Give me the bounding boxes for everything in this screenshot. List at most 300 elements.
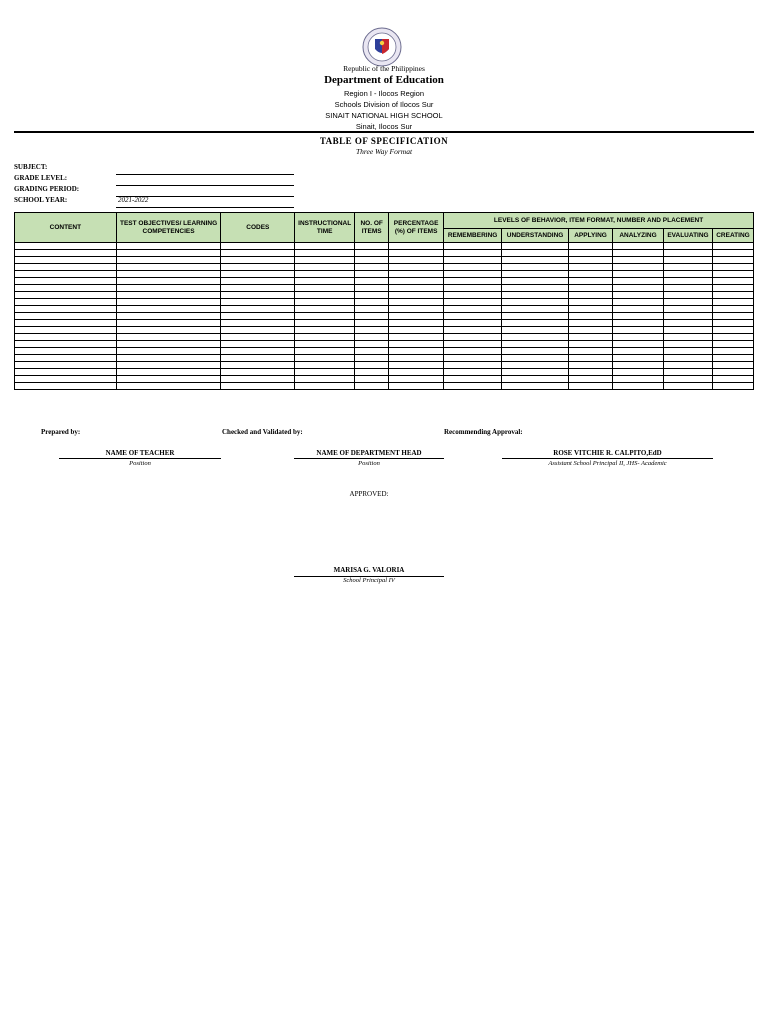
table-cell[interactable] <box>502 376 569 383</box>
table-cell[interactable] <box>663 250 712 257</box>
table-cell[interactable] <box>444 250 502 257</box>
table-cell[interactable] <box>569 313 613 320</box>
region-text: Region I - Ilocos Region <box>343 89 425 98</box>
table-cell[interactable] <box>295 376 355 383</box>
table-cell[interactable] <box>355 376 389 383</box>
table-cell[interactable] <box>502 341 569 348</box>
table-cell[interactable] <box>444 362 502 369</box>
table-cell[interactable] <box>712 341 753 348</box>
table-row <box>15 313 754 320</box>
table-cell[interactable] <box>355 362 389 369</box>
table-cell[interactable] <box>502 285 569 292</box>
table-cell[interactable] <box>712 362 753 369</box>
table-cell[interactable] <box>613 348 664 355</box>
table-cell[interactable] <box>712 355 753 362</box>
table-row <box>15 383 754 390</box>
table-cell[interactable] <box>712 334 753 341</box>
table-cell[interactable] <box>663 313 712 320</box>
table-cell[interactable] <box>502 264 569 271</box>
specification-table <box>14 212 754 390</box>
table-row <box>15 341 754 348</box>
table-cell[interactable] <box>502 334 569 341</box>
table-cell[interactable] <box>221 271 295 278</box>
table-cell[interactable] <box>569 264 613 271</box>
table-cell[interactable] <box>221 243 295 250</box>
table-cell[interactable] <box>613 257 664 264</box>
table-cell[interactable] <box>444 348 502 355</box>
grade-field[interactable] <box>116 185 294 186</box>
col-percentage: PERCENTAGE (%) OF ITEMS <box>389 213 444 243</box>
table-row <box>15 376 754 383</box>
table-row <box>15 278 754 285</box>
table-cell[interactable] <box>221 383 295 390</box>
table-cell[interactable] <box>116 257 221 264</box>
table-cell[interactable] <box>444 355 502 362</box>
table-cell[interactable] <box>221 250 295 257</box>
col-creating: CREATING <box>712 229 753 243</box>
table-cell[interactable] <box>569 250 613 257</box>
table-cell[interactable] <box>355 278 389 285</box>
table-cell[interactable] <box>221 292 295 299</box>
table-cell[interactable] <box>712 257 753 264</box>
table-cell[interactable] <box>444 320 502 327</box>
table-cell[interactable] <box>116 250 221 257</box>
table-cell[interactable] <box>569 306 613 313</box>
approved-label: APPROVED: <box>349 490 389 498</box>
table-cell[interactable] <box>569 257 613 264</box>
table-cell[interactable] <box>221 264 295 271</box>
table-row <box>15 292 754 299</box>
table-cell[interactable] <box>502 243 569 250</box>
table-cell[interactable] <box>355 348 389 355</box>
table-cell[interactable] <box>389 292 444 299</box>
table-cell[interactable] <box>15 292 117 299</box>
table-cell[interactable] <box>15 369 117 376</box>
table-cell[interactable] <box>502 362 569 369</box>
table-cell[interactable] <box>116 348 221 355</box>
table-cell[interactable] <box>613 320 664 327</box>
table-cell[interactable] <box>116 299 221 306</box>
table-cell[interactable] <box>389 369 444 376</box>
table-cell[interactable] <box>355 264 389 271</box>
table-cell[interactable] <box>613 299 664 306</box>
table-cell[interactable] <box>221 313 295 320</box>
republic-text: Republic of the Philippines <box>343 64 425 73</box>
table-cell[interactable] <box>712 264 753 271</box>
table-cell[interactable] <box>389 250 444 257</box>
table-cell[interactable] <box>613 285 664 292</box>
table-cell[interactable] <box>15 257 117 264</box>
table-cell[interactable] <box>116 313 221 320</box>
table-cell[interactable] <box>569 243 613 250</box>
table-cell[interactable] <box>295 327 355 334</box>
table-cell[interactable] <box>355 369 389 376</box>
table-cell[interactable] <box>355 320 389 327</box>
table-cell[interactable] <box>355 306 389 313</box>
levels-group-header: LEVELS OF BEHAVIOR, ITEM FORMAT, NUMBER AND PLACEMENT <box>444 213 754 229</box>
table-cell[interactable] <box>444 299 502 306</box>
table-cell[interactable] <box>15 355 117 362</box>
table-cell[interactable] <box>355 292 389 299</box>
table-cell[interactable] <box>712 376 753 383</box>
table-cell[interactable] <box>389 271 444 278</box>
table-cell[interactable] <box>116 362 221 369</box>
table-cell[interactable] <box>444 243 502 250</box>
table-cell[interactable] <box>116 285 221 292</box>
table-cell[interactable] <box>569 271 613 278</box>
table-cell[interactable] <box>613 292 664 299</box>
table-cell[interactable] <box>502 313 569 320</box>
table-cell[interactable] <box>295 362 355 369</box>
table-cell[interactable] <box>663 369 712 376</box>
table-cell[interactable] <box>569 327 613 334</box>
table-cell[interactable] <box>613 362 664 369</box>
table-row <box>15 264 754 271</box>
table-row <box>15 271 754 278</box>
col-content: CONTENT <box>15 213 117 243</box>
table-cell[interactable] <box>663 362 712 369</box>
table-cell[interactable] <box>502 278 569 285</box>
table-cell[interactable] <box>613 376 664 383</box>
table-cell[interactable] <box>663 264 712 271</box>
school-name: SINAIT NATIONAL HIGH SCHOOL <box>325 111 443 120</box>
col-applying: APPLYING <box>569 229 613 243</box>
subject-field[interactable] <box>116 174 294 175</box>
table-cell[interactable] <box>221 299 295 306</box>
table-cell[interactable] <box>389 264 444 271</box>
col-objectives: TEST OBJECTIVES/ LEARNING COMPETENCIES <box>116 213 221 243</box>
table-cell[interactable] <box>502 257 569 264</box>
table-cell[interactable] <box>569 362 613 369</box>
table-cell[interactable] <box>569 285 613 292</box>
table-cell[interactable] <box>389 362 444 369</box>
table-cell[interactable] <box>15 313 117 320</box>
table-cell[interactable] <box>116 278 221 285</box>
table-cell[interactable] <box>663 257 712 264</box>
table-cell[interactable] <box>389 327 444 334</box>
table-cell[interactable] <box>613 383 664 390</box>
table-cell[interactable] <box>663 299 712 306</box>
grading-label: GRADING PERIOD: <box>14 185 80 193</box>
table-cell[interactable] <box>389 355 444 362</box>
table-cell[interactable] <box>712 369 753 376</box>
col-instructional-time: INSTRUCTIONAL TIME <box>295 213 355 243</box>
table-cell[interactable] <box>569 278 613 285</box>
table-cell[interactable] <box>355 313 389 320</box>
table-cell[interactable] <box>502 369 569 376</box>
table-cell[interactable] <box>116 327 221 334</box>
table-cell[interactable] <box>444 285 502 292</box>
table-cell[interactable] <box>712 271 753 278</box>
table-cell[interactable] <box>389 348 444 355</box>
table-cell[interactable] <box>502 250 569 257</box>
grade-label: GRADE LEVEL: <box>14 174 68 182</box>
table-cell[interactable] <box>295 264 355 271</box>
table-row <box>15 250 754 257</box>
table-cell[interactable] <box>663 327 712 334</box>
table-cell[interactable] <box>389 334 444 341</box>
table-cell[interactable] <box>355 250 389 257</box>
table-cell[interactable] <box>295 292 355 299</box>
table-cell[interactable] <box>116 320 221 327</box>
col-no-of-items: NO. OF ITEMS <box>355 213 389 243</box>
table-cell[interactable] <box>613 369 664 376</box>
table-cell[interactable] <box>712 320 753 327</box>
table-cell[interactable] <box>444 278 502 285</box>
table-cell[interactable] <box>389 299 444 306</box>
table-cell[interactable] <box>221 320 295 327</box>
table-cell[interactable] <box>444 369 502 376</box>
table-cell[interactable] <box>389 376 444 383</box>
table-cell[interactable] <box>355 355 389 362</box>
table-cell[interactable] <box>712 327 753 334</box>
col-analyzing: ANALYZING <box>613 229 664 243</box>
table-cell[interactable] <box>569 292 613 299</box>
table-cell[interactable] <box>15 320 117 327</box>
table-cell[interactable] <box>355 285 389 292</box>
table-cell[interactable] <box>116 355 221 362</box>
department-title: Department of Education <box>324 74 444 86</box>
table-cell[interactable] <box>444 313 502 320</box>
table-cell[interactable] <box>116 334 221 341</box>
year-label: SCHOOL YEAR: <box>14 196 68 204</box>
table-cell[interactable] <box>295 334 355 341</box>
table-row <box>15 348 754 355</box>
table-cell[interactable] <box>663 355 712 362</box>
table-cell[interactable] <box>663 285 712 292</box>
col-understanding: UNDERSTANDING <box>502 229 569 243</box>
table-cell[interactable] <box>355 271 389 278</box>
table-cell[interactable] <box>15 306 117 313</box>
table-cell[interactable] <box>295 355 355 362</box>
table-cell[interactable] <box>389 306 444 313</box>
table-cell[interactable] <box>502 355 569 362</box>
table-cell[interactable] <box>663 271 712 278</box>
table-cell[interactable] <box>569 383 613 390</box>
table-cell[interactable] <box>15 278 117 285</box>
table-cell[interactable] <box>116 243 221 250</box>
table-cell[interactable] <box>389 341 444 348</box>
table-cell[interactable] <box>444 306 502 313</box>
table-cell[interactable] <box>663 306 712 313</box>
table-cell[interactable] <box>663 292 712 299</box>
table-cell[interactable] <box>221 334 295 341</box>
table-cell[interactable] <box>569 320 613 327</box>
table-cell[interactable] <box>613 306 664 313</box>
table-cell[interactable] <box>444 271 502 278</box>
table-cell[interactable] <box>15 243 117 250</box>
table-cell[interactable] <box>712 306 753 313</box>
table-cell[interactable] <box>355 334 389 341</box>
table-cell[interactable] <box>116 292 221 299</box>
table-cell[interactable] <box>389 313 444 320</box>
table-row <box>15 299 754 306</box>
head-signature-line <box>294 458 444 459</box>
table-row <box>15 257 754 264</box>
table-cell[interactable] <box>116 306 221 313</box>
table-cell[interactable] <box>221 306 295 313</box>
subject-label: SUBJECT: <box>14 163 48 171</box>
table-cell[interactable] <box>502 383 569 390</box>
table-cell[interactable] <box>355 257 389 264</box>
table-cell[interactable] <box>502 292 569 299</box>
table-cell[interactable] <box>15 334 117 341</box>
table-cell[interactable] <box>15 271 117 278</box>
table-cell[interactable] <box>569 299 613 306</box>
table-cell[interactable] <box>15 327 117 334</box>
table-cell[interactable] <box>712 250 753 257</box>
table-cell[interactable] <box>355 383 389 390</box>
table-cell[interactable] <box>116 369 221 376</box>
table-cell[interactable] <box>389 278 444 285</box>
table-cell[interactable] <box>613 271 664 278</box>
table-cell[interactable] <box>221 355 295 362</box>
table-cell[interactable] <box>295 341 355 348</box>
table-cell[interactable] <box>663 341 712 348</box>
table-cell[interactable] <box>663 334 712 341</box>
table-cell[interactable] <box>116 271 221 278</box>
table-cell[interactable] <box>389 285 444 292</box>
table-cell[interactable] <box>221 341 295 348</box>
table-cell[interactable] <box>502 306 569 313</box>
table-cell[interactable] <box>502 327 569 334</box>
table-cell[interactable] <box>569 376 613 383</box>
table-cell[interactable] <box>15 383 117 390</box>
prepared-label: Prepared by: <box>41 428 81 436</box>
table-cell[interactable] <box>221 257 295 264</box>
table-cell[interactable] <box>663 320 712 327</box>
table-cell[interactable] <box>712 285 753 292</box>
table-cell[interactable] <box>663 383 712 390</box>
table-cell[interactable] <box>712 292 753 299</box>
table-cell[interactable] <box>444 334 502 341</box>
table-cell[interactable] <box>663 278 712 285</box>
table-cell[interactable] <box>569 348 613 355</box>
table-cell[interactable] <box>295 285 355 292</box>
table-cell[interactable] <box>569 341 613 348</box>
col-codes: CODES <box>221 213 295 243</box>
table-cell[interactable] <box>613 355 664 362</box>
table-cell[interactable] <box>712 299 753 306</box>
table-cell[interactable] <box>444 327 502 334</box>
table-cell[interactable] <box>502 271 569 278</box>
table-cell[interactable] <box>15 341 117 348</box>
table-cell[interactable] <box>15 264 117 271</box>
table-cell[interactable] <box>444 376 502 383</box>
page-title: TABLE OF SPECIFICATION <box>319 136 449 146</box>
table-cell[interactable] <box>444 292 502 299</box>
table-cell[interactable] <box>613 334 664 341</box>
table-cell[interactable] <box>355 327 389 334</box>
header-divider <box>14 131 754 133</box>
table-cell[interactable] <box>663 348 712 355</box>
school-address: Sinait, Ilocos Sur <box>355 122 413 131</box>
table-cell[interactable] <box>15 285 117 292</box>
table-cell[interactable] <box>116 383 221 390</box>
table-cell[interactable] <box>444 257 502 264</box>
table-cell[interactable] <box>613 278 664 285</box>
table-cell[interactable] <box>295 348 355 355</box>
table-cell[interactable] <box>712 278 753 285</box>
table-cell[interactable] <box>389 257 444 264</box>
year-field[interactable] <box>116 207 294 208</box>
table-cell[interactable] <box>569 369 613 376</box>
table-cell[interactable] <box>712 313 753 320</box>
table-cell[interactable] <box>712 348 753 355</box>
table-cell[interactable] <box>295 306 355 313</box>
table-cell[interactable] <box>355 299 389 306</box>
table-cell[interactable] <box>116 341 221 348</box>
table-cell[interactable] <box>613 341 664 348</box>
col-evaluating: EVALUATING <box>663 229 712 243</box>
table-cell[interactable] <box>613 250 664 257</box>
table-cell[interactable] <box>221 278 295 285</box>
table-cell[interactable] <box>221 327 295 334</box>
table-cell[interactable] <box>295 243 355 250</box>
table-cell[interactable] <box>502 299 569 306</box>
table-cell[interactable] <box>613 243 664 250</box>
table-cell[interactable] <box>116 376 221 383</box>
table-cell[interactable] <box>613 327 664 334</box>
table-cell[interactable] <box>444 383 502 390</box>
table-cell[interactable] <box>444 264 502 271</box>
table-cell[interactable] <box>15 250 117 257</box>
table-cell[interactable] <box>663 376 712 383</box>
table-cell[interactable] <box>15 362 117 369</box>
table-cell[interactable] <box>569 355 613 362</box>
table-cell[interactable] <box>613 313 664 320</box>
table-cell[interactable] <box>613 264 664 271</box>
table-cell[interactable] <box>444 341 502 348</box>
table-cell[interactable] <box>502 348 569 355</box>
table-cell[interactable] <box>712 243 753 250</box>
table-cell[interactable] <box>295 369 355 376</box>
table-cell[interactable] <box>295 320 355 327</box>
table-cell[interactable] <box>221 362 295 369</box>
table-cell[interactable] <box>295 271 355 278</box>
table-row <box>15 355 754 362</box>
table-cell[interactable] <box>221 376 295 383</box>
table-cell[interactable] <box>15 299 117 306</box>
table-cell[interactable] <box>569 334 613 341</box>
table-cell[interactable] <box>389 243 444 250</box>
table-cell[interactable] <box>295 313 355 320</box>
table-cell[interactable] <box>663 243 712 250</box>
table-cell[interactable] <box>389 320 444 327</box>
page-subtitle: Three Way Format <box>355 147 413 156</box>
table-cell[interactable] <box>221 369 295 376</box>
year-value: 2021-2022 <box>118 196 149 204</box>
table-cell[interactable] <box>355 243 389 250</box>
teacher-signature-line <box>59 458 221 459</box>
table-cell[interactable] <box>295 257 355 264</box>
table-cell[interactable] <box>295 383 355 390</box>
table-cell[interactable] <box>389 383 444 390</box>
table-cell[interactable] <box>221 348 295 355</box>
table-cell[interactable] <box>221 285 295 292</box>
table-cell[interactable] <box>295 250 355 257</box>
table-row <box>15 285 754 292</box>
table-cell[interactable] <box>15 376 117 383</box>
table-cell[interactable] <box>295 299 355 306</box>
deped-seal-icon <box>362 27 402 67</box>
table-cell[interactable] <box>116 264 221 271</box>
table-cell[interactable] <box>295 278 355 285</box>
table-cell[interactable] <box>502 320 569 327</box>
table-cell[interactable] <box>712 383 753 390</box>
table-cell[interactable] <box>355 341 389 348</box>
table-cell[interactable] <box>15 348 117 355</box>
